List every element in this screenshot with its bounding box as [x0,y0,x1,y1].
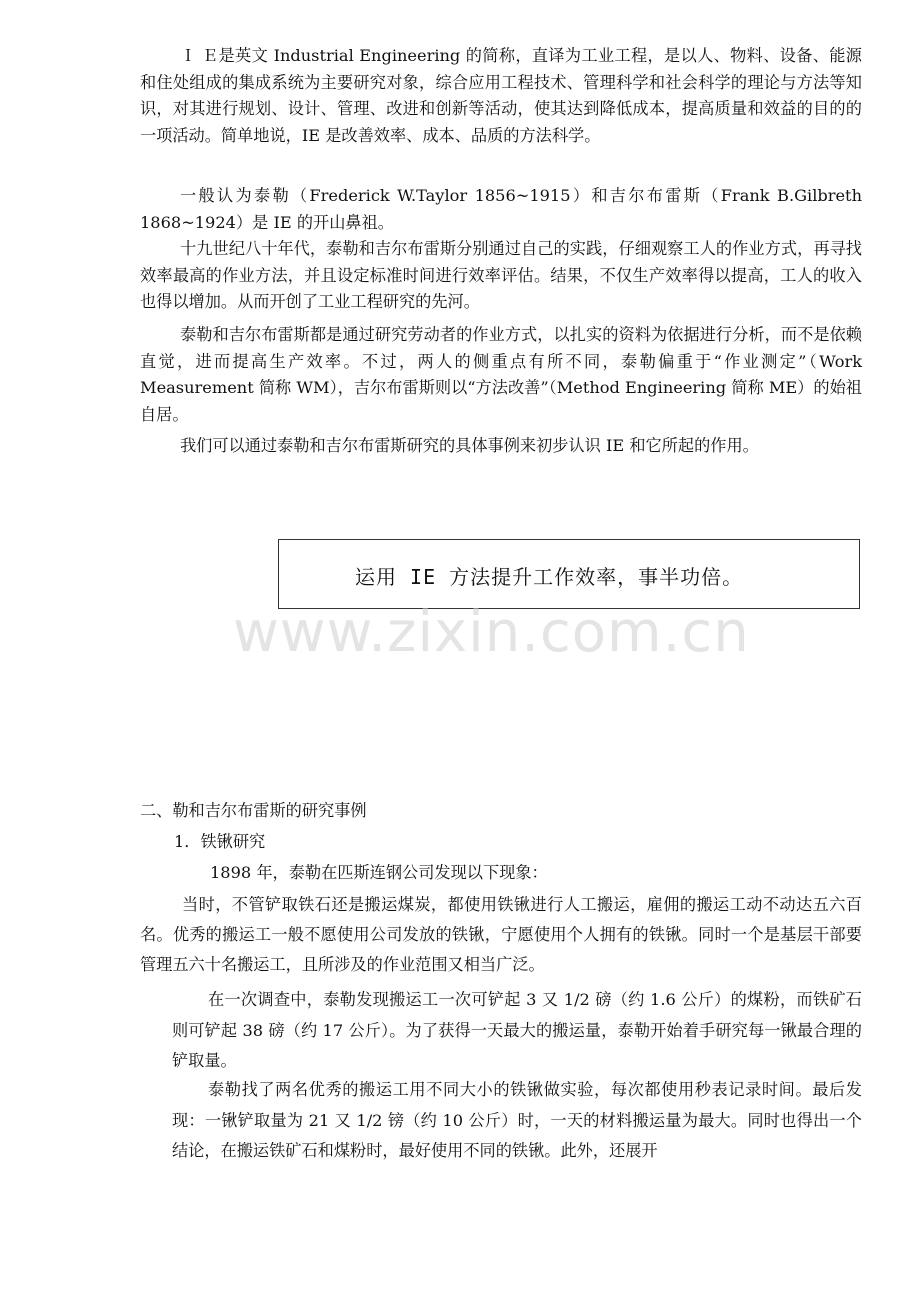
callout-box [278,539,860,609]
history-paragraph: 十九世纪八十年代，泰勒和吉尔布雷斯分别通过自己的实践，仔细观察工人的作业方式，再寻找效率最高的作业方法，并且设定标准时间进行效率评估。结果，不仅生产效率得以提高，工人的收入也得以增加。从而开创了工业工程研究的先河。 [140,239,862,311]
founders-paragraph: 一般认为泰勒（Frederick W.Taylor 1856~1915）和吉尔布雷斯（Frank B.Gilbreth 1868~1924）是 IE 的开山鼻祖。 [140,186,862,232]
subsection-heading: 1．铁锹研究 [174,832,266,851]
section-heading: 二、勒和吉尔布雷斯的研究事例 [140,801,367,820]
watermark: www.zixin.com.cn [233,600,750,665]
method-paragraph: 泰勒和吉尔布雷斯都是通过研究劳动者的作业方式，以扎实的资料为依据进行分析，而不是依赖直觉，进而提高生产效率。不过，两人的侧重点有所不同，泰勒偏重于“作业测定”（Work Measurement 简称 WM），吉尔布雷斯则以“方法改善”（Method Engineering 简称 ME）的始祖自居。 [140,325,862,424]
year-paragraph: 1898 年，泰勒在匹斯连钢公司发现以下现象： [210,863,548,882]
callout-text: 运用 IE 方法提升工作效率，事半功倍。 [355,565,744,589]
observation-paragraph: 当时，不管铲取铁石还是搬运煤炭，都使用铁锹进行人工搬运，雇佣的搬运工动不动达五六百名。优秀的搬运工一般不愿使用公司发放的铁锹，宁愿使用个人拥有的铁锹。同时一个是基层干部要管理五六十名搬运工，且所涉及的作业范围又相当广泛。 [140,895,862,974]
intro-paragraph: Ｉ Ｅ是英文 Industrial Engineering 的简称，直译为工业工程，是以人、物料、设备、能源和住处组成的集成系统为主要研究对象，综合应用工程技术、管理科学和社会科学的理论与方法等知识，对其进行规划、设计、管理、改进和创新等活动，使其达到降低成本，提高质量和效益的目的的一项活动。简单地说，IE 是改善效率、成本、品质的方法科学。 [140,46,862,145]
experiment-paragraph: 泰勒找了两名优秀的搬运工用不同大小的铁锹做实验，每次都使用秒表记录时间。最后发现：一锹铲取量为 21 又 1/2 镑（约 10 公斤）时，一天的材料搬运量为最大。同时也得出一个结论，在搬运铁矿石和煤粉时，最好使用不同的铁锹。此外，还展开 [172,1080,862,1160]
investigation-paragraph: 在一次调查中，泰勒发现搬运工一次可铲起 3 又 1/2 磅（约 1.6 公斤）的煤粉，而铁矿石则可铲起 38 磅（约 17 公斤）。为了获得一天最大的搬运量，泰勒开始着手研究每一锹最合理的铲取量。 [172,990,862,1070]
summary-paragraph: 我们可以通过泰勒和吉尔布雷斯研究的具体事例来初步认识 IE 和它所起的作用。 [180,436,759,455]
